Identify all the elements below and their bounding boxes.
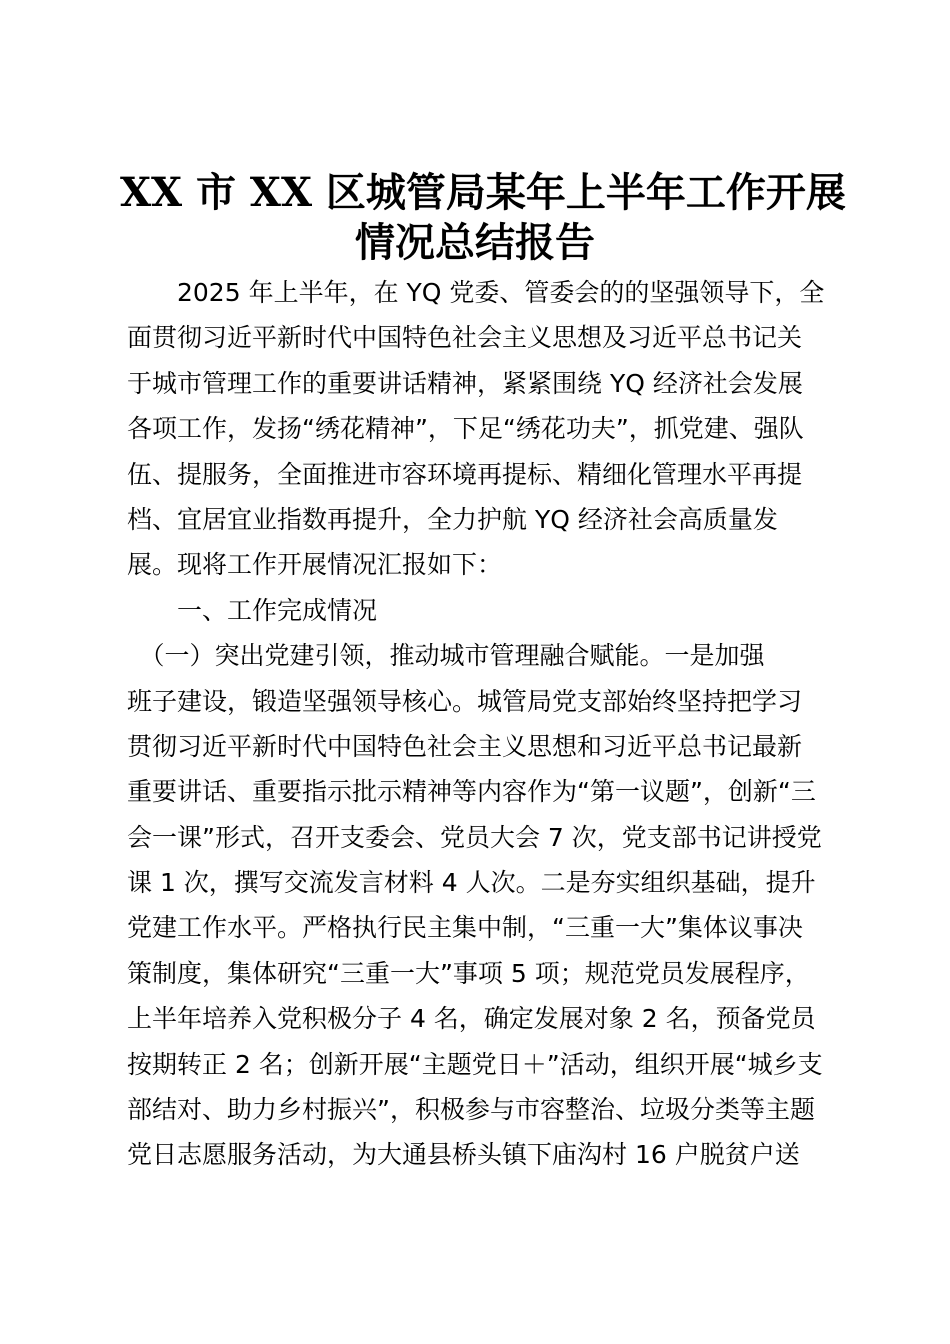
body-line: 贯彻习近平新时代中国特色社会主义思想和习近平总书记最新 [127, 731, 803, 761]
body-line: 2025 年上半年，在 YQ 党委、管委会的的坚强领导下，全 [127, 278, 825, 307]
body-line: 党建工作水平。严格执行民主集中制，“三重一大”集体议事决 [127, 913, 803, 943]
body-line: 重要讲话、重要指示批示精神等内容作为“第一议题”，创新“三 [127, 777, 816, 807]
body-line: 面贯彻习近平新时代中国特色社会主义思想及习近平总书记关 [127, 323, 803, 353]
body-line: 班子建设，锻造坚强领导核心。城管局党支部始终坚持把学习 [127, 686, 803, 716]
body-line: 上半年培养入党积极分子 4 名，确定发展对象 2 名，预备党员 [127, 1004, 816, 1034]
body-line: 档、宜居宜业指数再提升，全力护航 YQ 经济社会高质量发 [127, 504, 778, 534]
document-title [120, 168, 846, 268]
body-line: 各项工作，发扬“绣花精神”，下足“绣花功夫”，抓党建、强队 [127, 414, 804, 444]
body-line: 伍、提服务，全面推进市容环境再提标、精细化管理水平再提 [127, 459, 803, 489]
title-line-1: XX 市 XX 区城管局某年上半年工作开展 [120, 169, 846, 216]
body-line: 部结对、助力乡村振兴”，积极参与市容整治、垃圾分类等主题 [127, 1095, 815, 1125]
body-line: 课 1 次，撰写交流发言材料 4 人次。二是夯实组织基础，提升 [127, 868, 816, 898]
section-heading: 一、工作完成情况 [127, 595, 378, 625]
title-line-2: 情况总结报告 [355, 219, 595, 266]
body-line: 党日志愿服务活动，为大通县桥头镇下庙沟村 16 户脱贫户送 [127, 1140, 800, 1170]
document-body [127, 270, 833, 1178]
body-line: （一）突出党建引领，推动城市管理融合赋能。一是加强 [127, 641, 765, 671]
body-line: 展。现将工作开展情况汇报如下： [127, 550, 503, 580]
body-line: 于城市管理工作的重要讲话精神，紧紧围绕 YQ 经济社会发展 [127, 368, 803, 398]
body-line: 策制度，集体研究“三重一大”事项 5 项；规范党员发展程序， [127, 958, 810, 988]
body-line: 会一课”形式，召开支委会、党员大会 7 次，党支部书记讲授党 [127, 822, 822, 852]
body-line: 按期转正 2 名；创新开展“主题党日＋”活动，组织开展“城乡支 [127, 1049, 823, 1079]
